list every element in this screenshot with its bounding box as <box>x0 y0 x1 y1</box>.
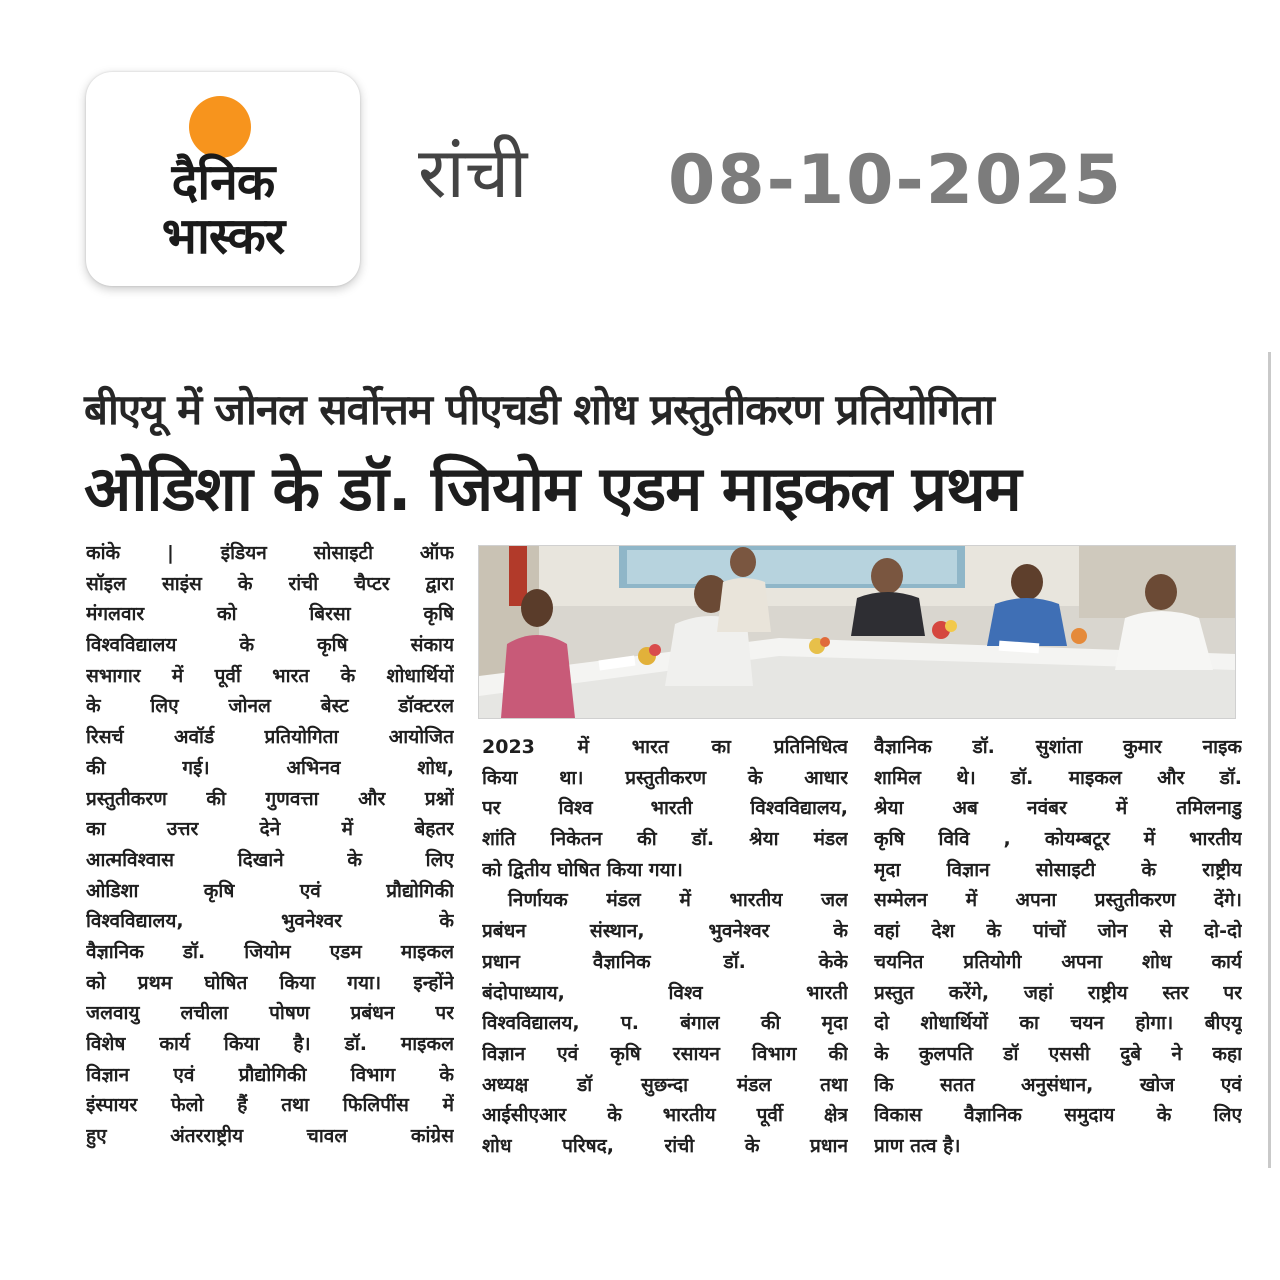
article-text-line: किया था। प्रस्तुतीकरण के आधार <box>482 766 848 789</box>
article-text-line: वैज्ञानिक डॉ. सुशांता कुमार नाइक <box>874 736 1242 758</box>
article-text-line: प्रबंधन संस्थान, भुवनेश्वर के <box>482 920 848 943</box>
article-text-line: सॉइल साइंस के रांची चैप्टर द्वारा <box>86 572 454 595</box>
sun-icon <box>189 96 251 158</box>
article-text-line: विश्वविद्यालय के कृषि संकाय <box>86 634 454 657</box>
article-subheadline: ओडिशा के डॉ. जियोम एडम माइकल प्रथम <box>84 452 1021 525</box>
meeting-photo-image <box>479 546 1235 718</box>
article-text-line: अध्यक्ष डॉ सुछन्दा मंडल तथा <box>482 1073 848 1096</box>
article-text-line: कांके | इंडियन सोसाइटी ऑफ <box>86 542 454 564</box>
article-text-line: का उत्तर देने में बेहतर <box>86 818 454 841</box>
article-column-3 <box>874 732 1242 1162</box>
article-text-line: ओडिशा कृषि एवं प्रौद्योगिकी <box>86 879 454 902</box>
article-text-line: निर्णायक मंडल में भारतीय जल <box>508 889 848 912</box>
article-headline: बीएयू में जोनल सर्वोत्तम पीएचडी शोध प्रस्तुतीकरण प्रतियोगिता <box>84 385 994 434</box>
article-text-line: मंगलवार को बिरसा कृषि <box>86 603 454 626</box>
article-photo <box>478 545 1236 719</box>
article-text-line: को द्वितीय घोषित किया गया। <box>482 858 683 881</box>
article-text-line: मृदा विज्ञान सोसाइटी के राष्ट्रीय <box>874 858 1242 881</box>
article-text-line: जलवायु लचीला पोषण प्रबंधन पर <box>86 1002 454 1025</box>
edition-date: 08-10-2025 <box>668 141 1123 220</box>
article-text-line: शांति निकेतन की डॉ. श्रेया मंडल <box>482 828 848 851</box>
article-text-line: इंस्पायर फेलो हैं तथा फिलिपींस में <box>86 1094 454 1117</box>
article-text-line: हुए अंतरराष्ट्रीय चावल कांग्रेस <box>86 1125 454 1148</box>
article-text-line: 2023 में भारत का प्रतिनिधित्व <box>482 736 848 758</box>
article-text-line: चयनित प्रतियोगी अपना शोध कार्य <box>874 950 1242 973</box>
article-text-line: विज्ञान एवं प्रौद्योगिकी विभाग के <box>86 1063 454 1086</box>
article-text-line: शोध परिषद, रांची के प्रधान <box>482 1134 848 1157</box>
article-text-line: वैज्ञानिक डॉ. जियोम एडम माइकल <box>86 940 454 963</box>
article-text-line: कि सतत अनुसंधान, खोज एवं <box>874 1073 1242 1096</box>
logo-text-line-2: भास्कर <box>161 207 285 265</box>
article-text-line: विज्ञान एवं कृषि रसायन विभाग की <box>482 1042 848 1065</box>
article-text-line: विकास वैज्ञानिक समुदाय के लिए <box>874 1104 1242 1127</box>
article-text-line: शामिल थे। डॉ. माइकल और डॉ. <box>874 766 1242 789</box>
article-text-line: श्रेया अब नवंबर में तमिलनाडु <box>874 797 1242 820</box>
clipping-edge <box>1268 352 1271 1168</box>
article-text-line: के लिए जोनल बेस्ट डॉक्टरल <box>86 695 454 718</box>
article-text-line: वहां देश के पांचों जोन से दो-दो <box>874 920 1242 943</box>
edition-city: रांची <box>418 132 528 214</box>
article-text-line: कृषि विवि , कोयम्बटूर में भारतीय <box>874 828 1242 851</box>
article-text-line: प्राण तत्व है। <box>874 1134 961 1157</box>
article-text-line: विशेष कार्य किया है। डॉ. माइकल <box>86 1033 454 1055</box>
article-text-line: को प्रथम घोषित किया गया। इन्होंने <box>86 971 454 994</box>
article-text-line: के कुलपति डॉ एससी दुबे ने कहा <box>874 1042 1242 1065</box>
article-text-line: प्रस्तुत करेंगे, जहां राष्ट्रीय स्तर पर <box>874 981 1242 1004</box>
newspaper-logo <box>86 72 360 286</box>
article-text-line: प्रस्तुतीकरण की गुणवत्ता और प्रश्नों <box>86 787 454 810</box>
article-text-line: आईसीएआर के भारतीय पूर्वी क्षेत्र <box>482 1104 848 1127</box>
article-text-line: पर विश्व भारती विश्वविद्यालय, <box>482 797 848 820</box>
article-text-line: रिसर्च अवॉर्ड प्रतियोगिता आयोजित <box>86 726 454 749</box>
article-text-line: विश्वविद्यालय, प. बंगाल की मृदा <box>482 1012 848 1035</box>
article-text-line: सम्मेलन में अपना प्रस्तुतीकरण देंगे। <box>874 889 1242 912</box>
article-text-line: दो शोधार्थियों का चयन होगा। बीएयू <box>874 1012 1242 1035</box>
article-column-1 <box>86 538 454 1152</box>
article-text-line: आत्मविश्वास दिखाने के लिए <box>86 848 454 871</box>
article-text-line: सभागार में पूर्वी भारत के शोधार्थियों <box>86 664 454 687</box>
article-text-line: प्रधान वैज्ञानिक डॉ. केके <box>482 950 848 973</box>
article-text-line: बंदोपाध्याय, विश्व भारती <box>482 981 848 1004</box>
article-column-2 <box>482 732 848 1162</box>
logo-text-line-1: दैनिक <box>171 153 275 211</box>
article-text-line: की गई। अभिनव शोध, <box>86 756 454 779</box>
article-text-line: विश्वविद्यालय, भुवनेश्वर के <box>86 910 454 933</box>
